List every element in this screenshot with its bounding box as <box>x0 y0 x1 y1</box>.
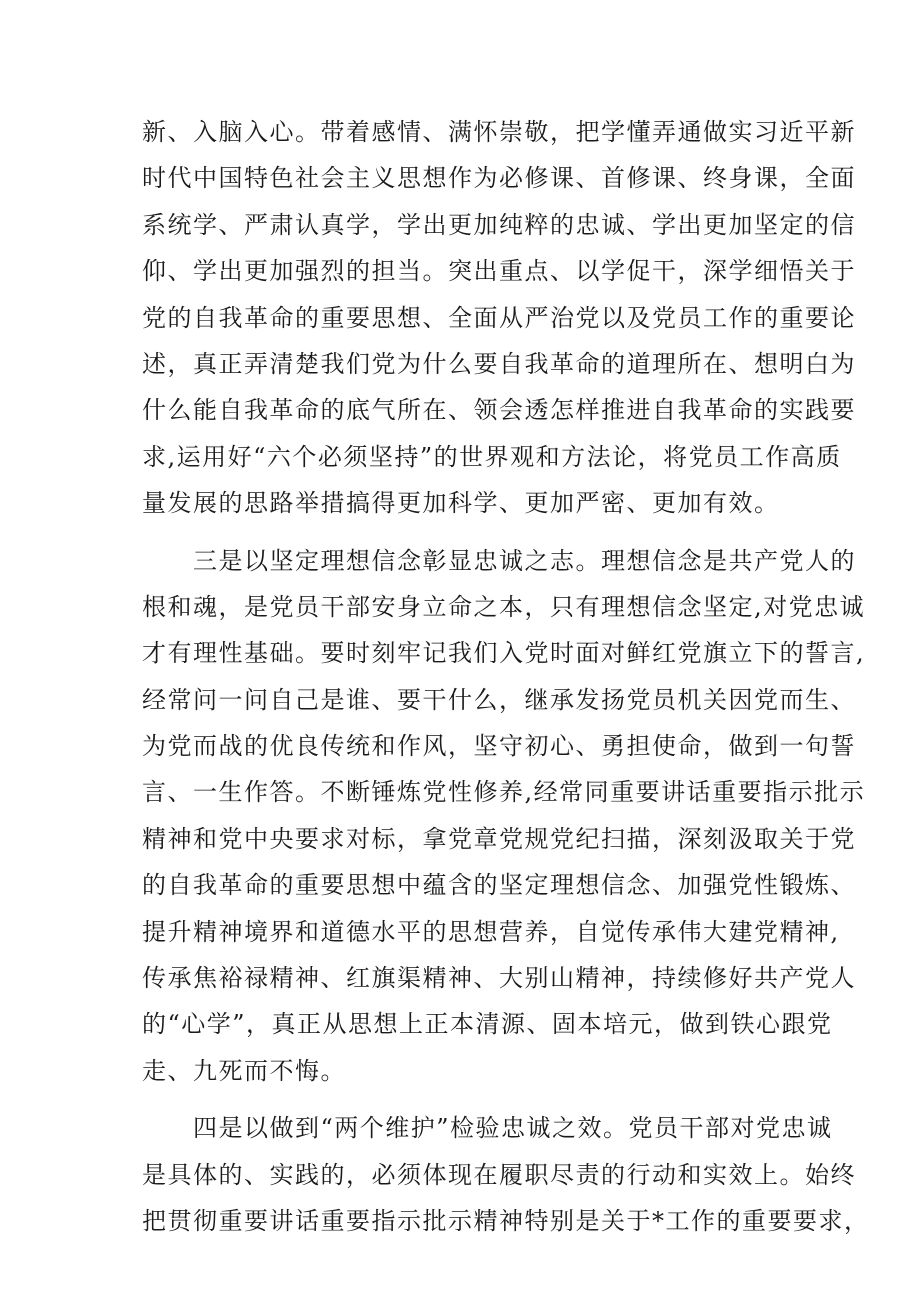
text-line: 是具体的、实践的，必须体现在履职尽责的行动和实效上。始终 <box>142 1160 856 1189</box>
text-line: 仰、学出更加强烈的担当。突出重点、以学促干，深学细悟关于 <box>142 257 856 286</box>
text-line: 系统学、严肃认真学，学出更加纯粹的忠诚、学出更加坚定的信 <box>142 210 856 239</box>
text-line: 把贯彻重要讲话重要指示批示精神特别是关于*工作的重要要求， <box>142 1206 870 1235</box>
paragraph-2 <box>142 538 866 1095</box>
text-line: 的自我革命的重要思想中蕴含的坚定理想信念、加强党性锻炼、 <box>142 871 856 900</box>
text-line: 三是以坚定理想信念彰显忠诚之志。理想信念是共产党人的 <box>142 546 856 575</box>
document-body <box>142 109 870 1244</box>
text-line: 根和魂，是党员干部安身立命之本，只有理想信念坚定,对党忠诚 <box>142 592 866 621</box>
text-line: 才有理性基础。要时刻牢记我们入党时面对鲜红党旗立下的誓言, <box>142 639 866 668</box>
paragraph-1 <box>142 109 856 527</box>
text-line: 为党而战的优良传统和作风，坚守初心、勇担使命，做到一句誓 <box>142 732 856 761</box>
text-line: 走、九死而不悔。 <box>142 1056 346 1085</box>
paragraph-3 <box>142 1105 870 1244</box>
text-line: 量发展的思路举措搞得更加科学、更加严密、更加有效。 <box>142 489 780 518</box>
text-line: 提升精神境界和道德水平的思想营养，自觉传承伟大建党精神, <box>142 917 840 946</box>
paragraph-spacer <box>142 1094 792 1105</box>
text-line: 新、入脑入心。带着感情、满怀崇敬，把学懂弄通做实习近平新 <box>142 118 856 146</box>
text-line: 言、一生作答。不断锤炼党性修养,经常同重要讲话重要指示批示 <box>142 778 866 807</box>
text-line: 传承焦裕禄精神、红旗渠精神、大别山精神，持续修好共产党人 <box>142 964 856 993</box>
text-line: 党的自我革命的重要思想、全面从严治党以及党员工作的重要论 <box>142 303 856 332</box>
text-line: 四是以做到“两个维护”检验忠诚之效。党员干部对党忠诚 <box>142 1114 833 1143</box>
text-line: 精神和党中央要求对标，拿党章党规党纪扫描，深刻汲取关于党 <box>142 824 856 853</box>
text-line: 述，真正弄清楚我们党为什么要自我革命的道理所在、想明白为 <box>142 349 856 378</box>
text-line: 的“心学”，真正从思想上正本清源、固本培元，做到铁心跟党 <box>142 1010 833 1039</box>
text-line: 什么能自我革命的底气所在、领会透怎样推进自我革命的实践要 <box>142 396 856 425</box>
text-line: 经常问一问自己是谁、要干什么，继承发扬党员机关因党而生、 <box>142 685 856 714</box>
text-line: 时代中国特色社会主义思想作为必修课、首修课、终身课，全面 <box>142 164 856 193</box>
text-line: 求,运用好“六个必须坚持”的世界观和方法论，将党员工作高质 <box>142 442 842 471</box>
paragraph-spacer <box>142 527 792 538</box>
